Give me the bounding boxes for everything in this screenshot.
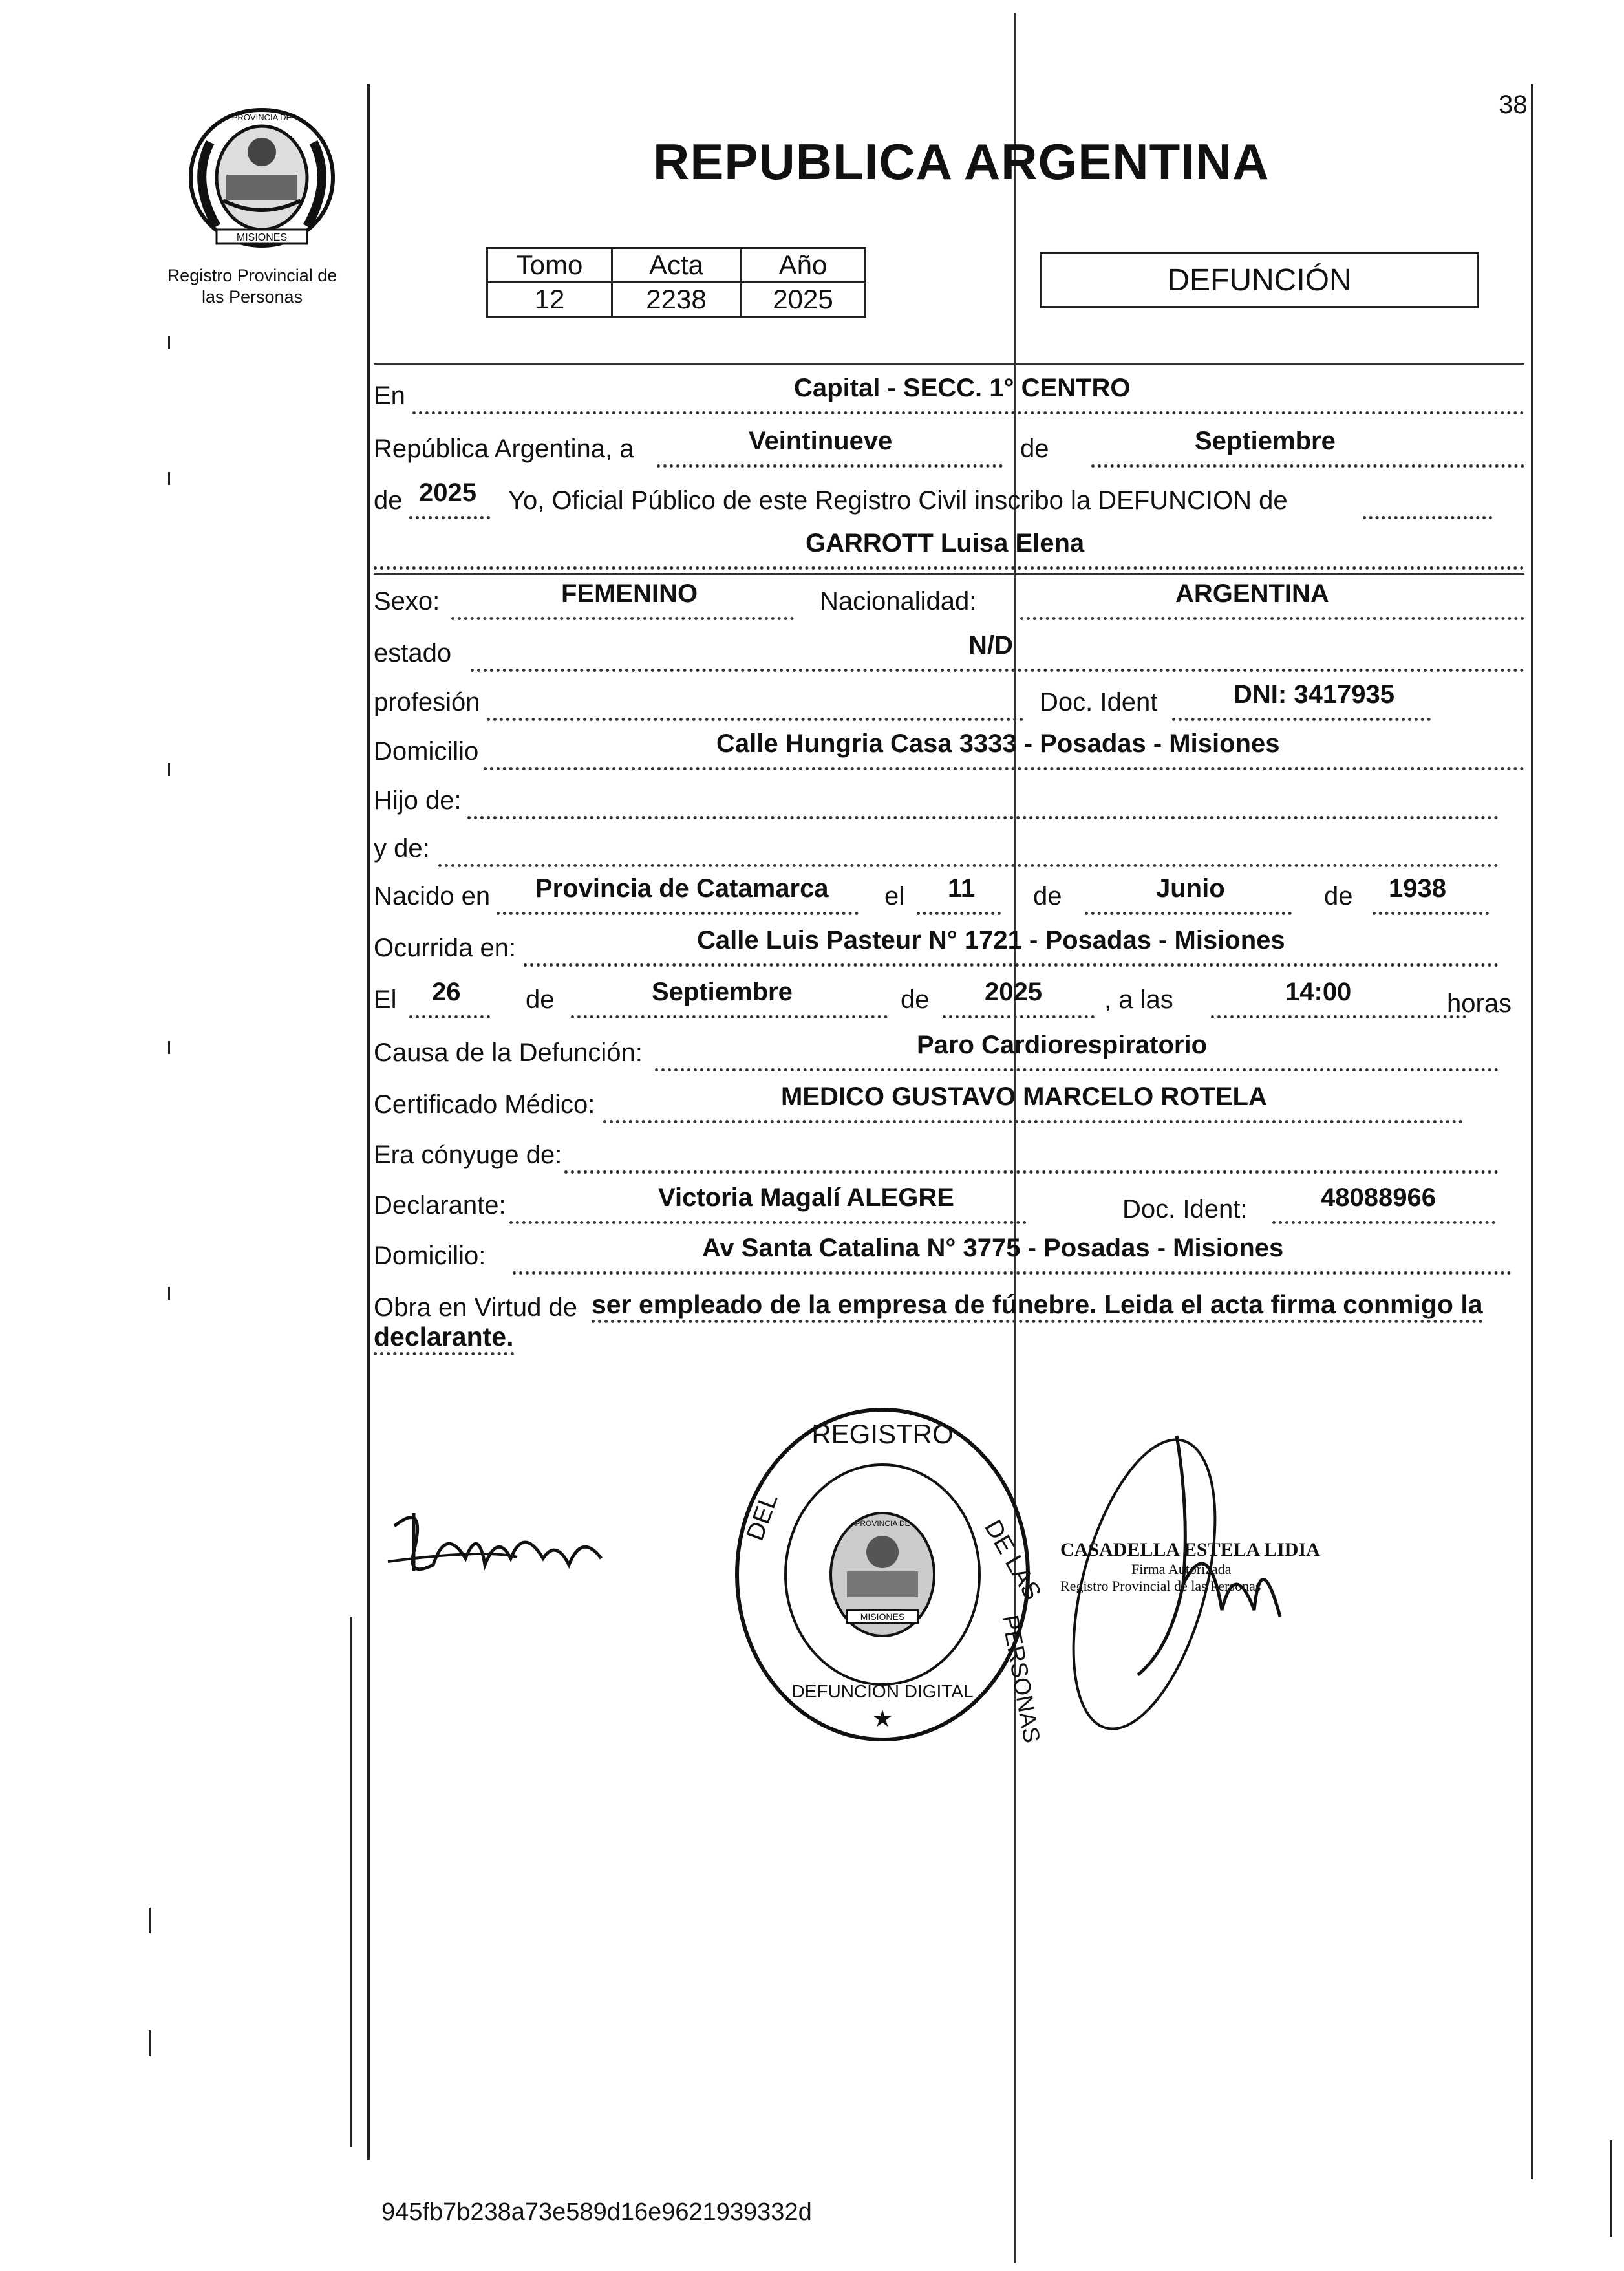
row-anio	[374, 479, 1524, 517]
conyuge-dots	[564, 1170, 1499, 1174]
declarante-value: Victoria Magalí ALEGRE	[658, 1183, 954, 1212]
doc-ident-value: DNI: 3417935	[1234, 680, 1395, 709]
svg-text:DEFUNCION DIGITAL: DEFUNCION DIGITAL	[791, 1681, 974, 1701]
sexo-label: Sexo:	[374, 587, 440, 616]
officer-seal	[1060, 1539, 1345, 1595]
right-edge-mark	[1610, 2140, 1612, 2237]
decl-dom-dots	[513, 1271, 1512, 1275]
svg-text:MISIONES: MISIONES	[860, 1611, 905, 1622]
deceased-name: GARROTT Luisa Elena	[806, 529, 1085, 557]
tomo-header: Tomo	[487, 248, 612, 283]
causa-label: Causa de la Defunción:	[374, 1039, 643, 1067]
form-top-rule	[374, 363, 1524, 365]
row-causa	[374, 1031, 1524, 1070]
fall-mes-dots	[571, 1015, 888, 1018]
tomo-value: 12	[487, 283, 612, 317]
row-fecha	[374, 427, 1524, 466]
row-conyuge	[374, 1133, 1524, 1172]
right-margin-rule	[1531, 84, 1533, 2179]
mes-value: Septiembre	[1195, 427, 1336, 455]
domicilio-value: Calle Hungria Casa 3333 - Posadas - Misiones	[716, 729, 1280, 758]
nac-de1-label: de	[1033, 882, 1062, 910]
estado-dots	[471, 669, 1524, 672]
doc-ident-label: Doc. Ident	[1040, 688, 1158, 716]
conyuge-label: Era cónyuge de:	[374, 1141, 562, 1169]
province-emblem	[178, 103, 346, 252]
svg-text:DEL: DEL	[741, 1490, 784, 1545]
decl-doc-value: 48088966	[1321, 1183, 1436, 1212]
row-sexo	[374, 579, 1524, 618]
anio-dots	[409, 516, 490, 519]
registry-label	[149, 265, 356, 308]
svg-text:MISIONES: MISIONES	[236, 232, 288, 243]
acta-header: Acta	[612, 248, 741, 283]
en-dots	[412, 411, 1524, 414]
svg-text:★: ★	[871, 1705, 893, 1732]
fall-de1-label: de	[526, 985, 555, 1014]
nacido-value: Provincia de Catamarca	[535, 874, 829, 903]
cert-dots	[603, 1120, 1463, 1123]
hijo-dots	[467, 816, 1499, 819]
en-value: Capital - SECC. 1° CENTRO	[794, 374, 1131, 402]
anio-field: 2025	[419, 479, 476, 507]
alas-label: , a las	[1104, 985, 1173, 1014]
row-estado	[374, 631, 1524, 670]
fall-anio-dots	[943, 1015, 1095, 1018]
nacionalidad-dots	[1020, 617, 1524, 620]
declarant-signature	[388, 1487, 646, 1591]
cert-value: MEDICO GUSTAVO MARCELO ROTELA	[781, 1082, 1267, 1111]
estado-value: N/D	[968, 631, 1013, 660]
dia-value: Veintinueve	[749, 427, 893, 455]
sexo-value: FEMENINO	[561, 579, 698, 608]
nac-dia: 11	[948, 874, 976, 903]
de2-label: de	[374, 486, 403, 515]
el-label: el	[884, 882, 905, 910]
left-margin-rule	[367, 84, 370, 2160]
fall-mes: Septiembre	[652, 978, 793, 1006]
fall-dia-dots	[409, 1015, 490, 1018]
row-decl-domicilio	[374, 1234, 1524, 1273]
decl-dom-value: Av Santa Catalina N° 3775 - Posadas - Misiones	[702, 1234, 1284, 1262]
acta-value: 2238	[612, 283, 741, 317]
de-label: de	[1020, 435, 1049, 463]
ocurrida-dots	[524, 963, 1499, 967]
margin-marks	[142, 323, 181, 2199]
yde-dots	[438, 864, 1499, 867]
sexo-dots	[451, 617, 794, 620]
officer-name: CASADELLA ESTELA LIDIA	[1060, 1539, 1320, 1560]
domicilio-dots	[484, 767, 1524, 770]
declarante-label: Declarante:	[374, 1191, 506, 1220]
nac-anio-dots	[1373, 912, 1489, 915]
row-obra	[374, 1286, 1524, 1363]
oficial-text: Yo, Oficial Público de este Registro Civil inscribo la DEFUNCION de	[508, 486, 1288, 515]
anio-header: Año	[741, 248, 866, 283]
registry-stamp	[731, 1403, 1047, 1746]
svg-text:PERSONAS: PERSONAS	[997, 1613, 1046, 1745]
causa-value: Paro Cardiorespiratorio	[917, 1031, 1208, 1059]
decl-doc-label: Doc. Ident:	[1122, 1195, 1248, 1223]
obra-value-line2: declarante.	[374, 1322, 514, 1355]
document-hash: 945fb7b238a73e589d16e9621939332d	[381, 2199, 812, 2226]
fall-dia: 26	[432, 978, 461, 1006]
fall-anio: 2025	[985, 978, 1042, 1006]
hora-dots	[1211, 1015, 1466, 1018]
nac-mes-dots	[1085, 912, 1292, 915]
row-declarante	[374, 1183, 1524, 1222]
obra-value-line1: ser empleado de la empresa de fúnebre. Leida el acta firma conmigo la	[592, 1289, 1483, 1323]
rule-after-name	[374, 573, 1524, 575]
causa-dots	[655, 1068, 1499, 1071]
obra-label: Obra en Virtud de	[374, 1293, 578, 1322]
horas-label: horas	[1447, 989, 1512, 1018]
fall-de2-label: de	[901, 985, 930, 1014]
row-domicilio	[374, 729, 1524, 768]
document-type-box: DEFUNCIÓN	[1040, 252, 1479, 308]
left-margin-rule-lower	[350, 1617, 352, 2147]
page-title: REPUBLICA ARGENTINA	[653, 133, 1270, 190]
page-number: 38	[1499, 91, 1528, 119]
svg-text:DE LAS: DE LAS	[979, 1515, 1047, 1605]
svg-text:PROVINCIA DE: PROVINCIA DE	[231, 113, 292, 122]
row-yde	[374, 826, 1524, 865]
nacionalidad-value: ARGENTINA	[1175, 579, 1329, 608]
anio-value: 2025	[741, 283, 866, 317]
hijo-label: Hijo de:	[374, 786, 462, 815]
row-profesion	[374, 680, 1524, 719]
row-en	[374, 374, 1524, 413]
doc-ident-dots	[1172, 718, 1431, 721]
estado-label: estado	[374, 639, 452, 667]
officer-line2: Firma Autorizada	[1131, 1561, 1232, 1577]
cert-label: Certificado Médico:	[374, 1090, 595, 1119]
profesion-dots	[487, 718, 1023, 721]
record-table	[486, 247, 866, 318]
row-nacido	[374, 874, 1524, 913]
hora-value: 14:00	[1285, 978, 1352, 1006]
dia-dots	[657, 464, 1003, 468]
row-fallecimiento	[374, 978, 1524, 1017]
declarante-dots	[509, 1221, 1027, 1224]
row-nombre	[374, 529, 1524, 568]
nac-mes: Junio	[1156, 874, 1225, 903]
profesion-label: profesión	[374, 688, 480, 716]
svg-text:PROVINCIA DE: PROVINCIA DE	[855, 1519, 910, 1528]
nac-anio: 1938	[1389, 874, 1446, 903]
yde-label: y de:	[374, 834, 430, 863]
row-hijo	[374, 779, 1524, 817]
row-certificado	[374, 1082, 1524, 1121]
nacido-dots	[497, 912, 859, 915]
registry-label-line2: las Personas	[201, 287, 303, 307]
en-label: En	[374, 382, 405, 410]
mes-dots	[1091, 464, 1524, 468]
domicilio-label: Domicilio	[374, 737, 479, 766]
nacionalidad-label: Nacionalidad:	[820, 587, 977, 616]
el2-label: El	[374, 985, 397, 1014]
republica-label: República Argentina, a	[374, 435, 634, 463]
row-ocurrida	[374, 926, 1524, 965]
svg-text:REGISTRO: REGISTRO	[811, 1419, 954, 1449]
nacido-label: Nacido en	[374, 882, 491, 910]
oficial-dots	[1363, 516, 1492, 519]
officer-line3: Registro Provincial de las Personas	[1060, 1578, 1261, 1594]
ocurrida-value: Calle Luis Pasteur N° 1721 - Posadas - Misiones	[697, 926, 1285, 954]
nombre-dots	[374, 566, 1524, 570]
nac-de2-label: de	[1324, 882, 1353, 910]
decl-doc-dots	[1272, 1221, 1495, 1224]
registry-label-line1: Registro Provincial de	[167, 266, 337, 285]
decl-dom-label: Domicilio:	[374, 1242, 486, 1270]
nac-dia-dots	[917, 912, 1001, 915]
ocurrida-label: Ocurrida en:	[374, 934, 517, 962]
